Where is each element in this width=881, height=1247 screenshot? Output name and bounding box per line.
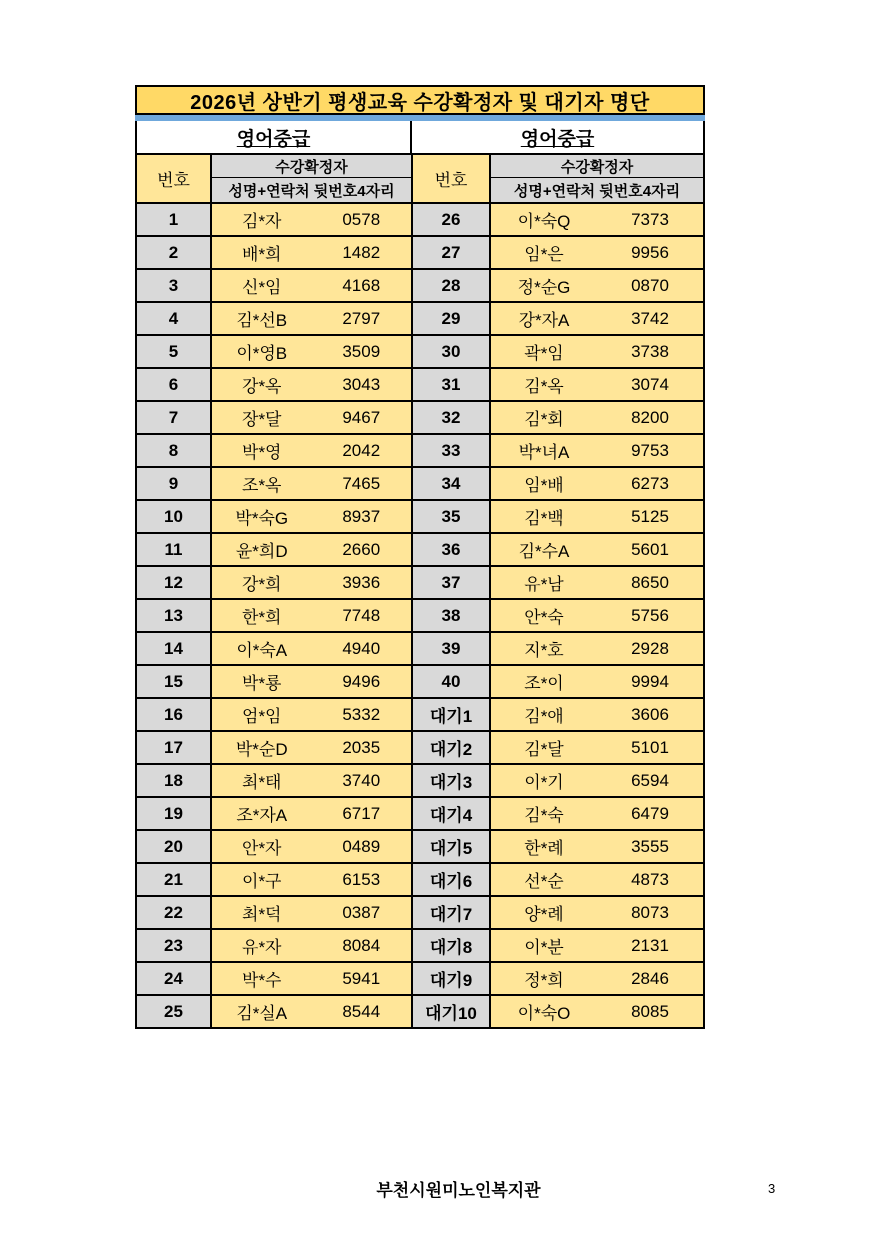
row-number-cell: 대기10 [413,996,489,1027]
roster-grid [135,153,705,1029]
row-number-cell: 19 [137,798,210,829]
phone-last4: 8650 [631,572,669,592]
roster-table [135,85,705,1029]
row-data-cell [212,864,411,895]
phone-last4: 0387 [342,902,381,922]
row-number-cell: 대기1 [413,699,489,730]
student-name: 지*호 [524,641,564,660]
row-number-cell: 30 [413,336,489,367]
student-name: 이*영B [236,344,288,363]
row-number-cell: 23 [137,930,210,961]
student-name: 한*희 [242,608,282,627]
row-data-cell [491,732,703,763]
phone-last4: 8084 [342,935,381,955]
student-name: 이*구 [242,872,282,891]
course-title-left: 영어중급 [137,121,412,153]
student-name: 강*옥 [242,377,282,396]
student-name: 김*실A [236,1004,288,1023]
row-number-cell: 2 [137,237,210,268]
phone-last4: 8544 [342,1001,381,1021]
row-number-cell: 1 [137,204,210,235]
row-data-cell [491,435,703,466]
student-name: 김*선B [236,311,288,330]
course-header-row [135,121,705,153]
student-name: 박*녀A [518,443,570,462]
row-number-cell: 32 [413,402,489,433]
row-data-cell [491,600,703,631]
row-number-cell: 11 [137,534,210,565]
row-data-cell [212,996,411,1027]
phone-last4: 3742 [631,308,669,328]
row-number-cell: 9 [137,468,210,499]
row-data-cell [212,303,411,334]
row-data-cell [212,237,411,268]
student-name: 김*숙 [524,806,564,825]
phone-last4: 4168 [342,275,381,295]
row-data-cell [491,534,703,565]
row-data-cell [491,831,703,862]
phone-last4: 8085 [631,1001,669,1021]
row-number-cell: 대기9 [413,963,489,994]
student-name: 박*순D [235,740,288,759]
phone-last4: 0578 [342,209,381,229]
student-name: 배*희 [242,245,282,264]
phone-last4: 7748 [342,605,381,625]
col-header-confirmed-label: 수강확정자 [491,155,703,178]
phone-last4: 2928 [631,638,669,658]
row-data-cell [212,402,411,433]
row-number-cell: 13 [137,600,210,631]
phone-last4: 2797 [342,308,381,328]
row-data-cell [491,501,703,532]
student-name: 김*자 [242,212,282,231]
row-number-cell: 40 [413,666,489,697]
col-header-sub-label: 성명+연락처 뒷번호4자리 [228,182,395,200]
row-data-cell [212,468,411,499]
row-number-cell: 25 [137,996,210,1027]
row-data-cell [212,798,411,829]
student-name: 정*순G [517,278,571,297]
row-data-cell [491,930,703,961]
row-data-cell [212,831,411,862]
student-name: 박*영 [242,443,282,462]
course-title-right: 영어중급 [520,128,595,150]
row-number-cell: 24 [137,963,210,994]
row-number-cell: 28 [413,270,489,301]
student-name: 한*례 [524,839,564,858]
phone-last4: 9496 [342,671,381,691]
phone-last4: 9994 [631,671,669,691]
student-name: 임*은 [524,245,564,264]
student-name: 안*숙 [524,608,564,627]
row-data-cell [491,963,703,994]
row-number-cell: 20 [137,831,210,862]
row-data-cell [212,369,411,400]
student-name: 최*덕 [242,905,282,924]
row-number-cell: 35 [413,501,489,532]
row-number-cell: 대기8 [413,930,489,961]
row-number-cell: 대기7 [413,897,489,928]
phone-last4: 8073 [631,902,669,922]
phone-last4: 4940 [342,638,381,658]
row-data-cell [491,996,703,1027]
col-header-confirmed-label: 수강확정자 [212,155,411,178]
row-data-cell [212,501,411,532]
student-name: 조*자A [236,806,288,825]
row-number-cell: 대기2 [413,732,489,763]
phone-last4: 2042 [342,440,381,460]
student-name: 유*남 [524,575,564,594]
student-name: 이*숙Q [517,212,571,231]
row-data-cell [212,270,411,301]
student-name: 이*숙A [236,641,288,660]
row-number-cell: 16 [137,699,210,730]
row-data-cell [212,633,411,664]
student-name: 김*애 [524,707,564,726]
row-number-cell: 37 [413,567,489,598]
row-data-cell [212,765,411,796]
student-name: 박*룡 [242,674,282,693]
student-name: 박*수 [242,971,282,990]
phone-last4: 4873 [631,869,669,889]
row-number-cell: 27 [413,237,489,268]
student-name: 김*수A [518,542,570,561]
phone-last4: 5332 [342,704,381,724]
row-number-cell: 대기3 [413,765,489,796]
row-data-cell [491,765,703,796]
phone-last4: 8937 [342,506,381,526]
row-data-cell [491,699,703,730]
phone-last4: 3043 [342,374,381,394]
row-number-cell: 5 [137,336,210,367]
phone-last4: 9956 [631,242,669,262]
phone-last4: 3738 [631,341,669,361]
phone-last4: 3555 [631,836,669,856]
col-header-no-left: 번호 [137,155,210,202]
student-name: 장*달 [242,410,282,429]
phone-last4: 6479 [631,803,669,823]
row-data-cell [212,666,411,697]
row-data-cell [491,270,703,301]
phone-last4: 5101 [631,737,669,757]
student-name: 양*례 [524,905,564,924]
col-header-confirmed-left [212,155,411,202]
row-number-cell: 29 [413,303,489,334]
phone-last4: 5125 [631,506,669,526]
row-data-cell [491,666,703,697]
row-data-cell [212,732,411,763]
row-data-cell [491,369,703,400]
phone-last4: 5756 [631,605,669,625]
student-name: 선*순 [524,872,564,891]
phone-last4: 2035 [342,737,381,757]
student-name: 이*기 [524,773,564,792]
student-name: 안*자 [242,839,282,858]
page-number: 3 [768,1181,776,1196]
student-name: 유*자 [242,938,282,957]
phone-last4: 7373 [631,209,669,229]
row-number-cell: 대기4 [413,798,489,829]
row-data-cell [212,699,411,730]
student-name: 김*달 [524,740,564,759]
row-data-cell [491,798,703,829]
row-number-cell: 36 [413,534,489,565]
row-number-cell: 6 [137,369,210,400]
row-data-cell [212,963,411,994]
student-name: 박*숙G [235,509,289,528]
row-number-cell: 10 [137,501,210,532]
row-data-cell [212,567,411,598]
phone-last4: 3740 [342,770,381,790]
student-name: 임*배 [524,476,564,495]
student-name: 김*옥 [524,377,564,396]
student-name: 김*회 [524,410,564,429]
row-data-cell [212,930,411,961]
phone-last4: 2131 [631,935,669,955]
row-data-cell [212,534,411,565]
student-name: 윤*희D [235,542,288,561]
row-data-cell [212,336,411,367]
row-data-cell [212,435,411,466]
phone-last4: 9753 [631,440,669,460]
student-name: 강*자A [518,311,570,330]
row-number-cell: 18 [137,765,210,796]
col-header-sub-label: 성명+연락처 뒷번호4자리 [513,182,681,200]
student-name: 강*희 [242,575,282,594]
student-name: 곽*임 [524,344,564,363]
phone-last4: 3074 [631,374,669,394]
row-data-cell [491,402,703,433]
phone-last4: 3936 [342,572,381,592]
row-number-cell: 22 [137,897,210,928]
phone-last4: 6153 [342,869,381,889]
row-data-cell [212,600,411,631]
phone-last4: 5941 [342,968,381,988]
student-name: 이*분 [524,938,564,957]
row-data-cell [491,204,703,235]
phone-last4: 3509 [342,341,381,361]
row-number-cell: 39 [413,633,489,664]
row-data-cell [491,567,703,598]
row-data-cell [491,864,703,895]
row-number-cell: 4 [137,303,210,334]
row-number-cell: 34 [413,468,489,499]
row-number-cell: 3 [137,270,210,301]
row-data-cell [491,633,703,664]
page-title: 2026년 상반기 평생교육 수강확정자 및 대기자 명단 [135,85,705,115]
row-data-cell [212,897,411,928]
student-name: 김*백 [524,509,564,528]
student-name: 엄*임 [242,707,282,726]
phone-last4: 2660 [342,539,381,559]
row-number-cell: 14 [137,633,210,664]
student-name: 최*태 [242,773,282,792]
footer-org-name: 부천시원미노인복지관 [376,1181,541,1200]
phone-last4: 3606 [631,704,669,724]
phone-last4: 6717 [342,803,381,823]
row-number-cell: 17 [137,732,210,763]
phone-last4: 2846 [631,968,669,988]
phone-last4: 8200 [631,407,669,427]
row-number-cell: 8 [137,435,210,466]
row-data-cell [212,204,411,235]
row-data-cell [491,468,703,499]
student-name: 정*희 [524,971,564,990]
phone-last4: 0489 [342,836,381,856]
phone-last4: 6273 [631,473,669,493]
phone-last4: 0870 [631,275,669,295]
row-number-cell: 31 [413,369,489,400]
row-number-cell: 대기6 [413,864,489,895]
row-number-cell: 7 [137,402,210,433]
row-data-cell [491,303,703,334]
student-name: 이*숙O [517,1004,571,1023]
row-data-cell [491,897,703,928]
row-number-cell: 38 [413,600,489,631]
student-name: 신*임 [242,278,282,297]
row-number-cell: 15 [137,666,210,697]
col-header-confirmed-right [491,155,703,202]
row-number-cell: 26 [413,204,489,235]
row-data-cell [491,336,703,367]
phone-last4: 1482 [342,242,381,262]
row-number-cell: 21 [137,864,210,895]
phone-last4: 6594 [631,770,669,790]
row-number-cell: 대기5 [413,831,489,862]
phone-last4: 9467 [342,407,381,427]
row-data-cell [491,237,703,268]
row-number-cell: 12 [137,567,210,598]
student-name: 조*이 [524,674,564,693]
student-name: 조*옥 [242,476,282,495]
phone-last4: 7465 [342,473,381,493]
phone-last4: 5601 [631,539,669,559]
col-header-no-right: 번호 [413,155,489,202]
row-number-cell: 33 [413,435,489,466]
